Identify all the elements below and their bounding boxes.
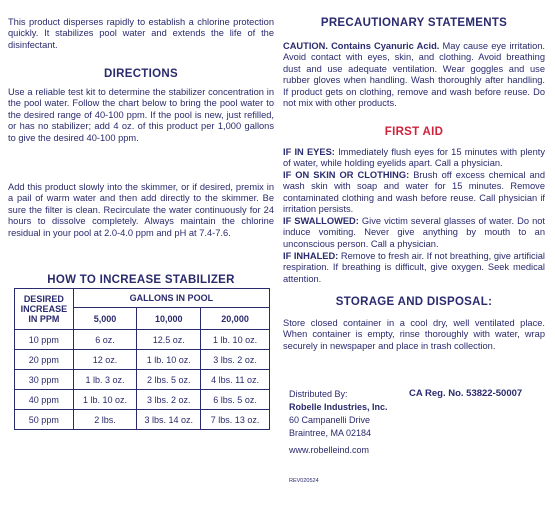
street-address: 60 Campanelli Drive [289, 415, 371, 425]
amount-cell: 12.5 oz. [137, 330, 201, 350]
size-header-10000: 10,000 [137, 308, 201, 330]
caution-label: CAUTION. Contains Cyanuric Acid. [283, 41, 440, 51]
amount-cell: 3 lbs. 2 oz. [137, 390, 201, 410]
table-row [15, 330, 270, 350]
amount-cell: 6 lbs. 5 oz. [201, 390, 270, 410]
table-row [15, 350, 270, 370]
table-row [15, 390, 270, 410]
ppm-cell: 20 ppm [15, 350, 74, 370]
table-row [15, 410, 270, 430]
directions-paragraph-2: Add this product slowly into the skimmer, or if desired, premix in a pail of warm water and then add directly to the skimmer. Be sure the filter is clean. Recirculate the water continuously for 24 hours to dissolve completely. Always maintain the chlorine residual in your pool at 2.0-4.0 ppm and pH at 7.4-7.6. [8, 182, 274, 238]
precautionary-heading: PRECAUTIONARY STATEMENTS [320, 17, 508, 29]
skin-label: IF ON SKIN OR CLOTHING: [283, 170, 410, 180]
website-link: www.robelleind.com [289, 445, 370, 455]
eyes-label: IF IN EYES: [283, 147, 335, 157]
company-name: Robelle Industries, Inc. [289, 402, 388, 412]
size-header-20000: 20,000 [201, 308, 270, 330]
desired-increase-header: DESIRED INCREASE IN PPM [15, 289, 74, 330]
caution-paragraph [283, 41, 545, 109]
registration-number: CA Reg. No. 53822-50007 [409, 388, 523, 399]
first-aid-heading: FIRST AID [384, 126, 444, 138]
first-aid-eyes [283, 147, 545, 170]
storage-paragraph: Store closed container in a cool dry, well ventilated place. When container is empty, rinse thoroughly with water, wrap securely in newspaper and place in trash collection. [283, 318, 545, 351]
amount-cell: 2 lbs. [73, 410, 137, 430]
ppm-cell: 30 ppm [15, 370, 74, 390]
intro-paragraph: This product disperses rapidly to establish a chlorine protection quickly. It stabilizes pool water and extends the life of the disinfectant. [8, 17, 274, 50]
amount-cell: 3 lbs. 14 oz. [137, 410, 201, 430]
gallons-header: GALLONS IN POOL [73, 289, 269, 308]
table-row [15, 370, 270, 390]
swallowed-label: IF SWALLOWED: [283, 216, 359, 226]
inhaled-text: Remove to fresh air. If not breathing, give artificial respiration. If breathing is difficult, give oxygen. Seek medical attention. [283, 251, 545, 284]
column-divider [277, 0, 278, 513]
size-header-5000: 5,000 [73, 308, 137, 330]
amount-cell: 3 lbs. 2 oz. [201, 350, 270, 370]
amount-cell: 4 lbs. 11 oz. [201, 370, 270, 390]
first-aid-skin [283, 170, 545, 216]
inhaled-label: IF INHALED: [283, 251, 339, 261]
distributed-by-label: Distributed By: [289, 389, 348, 399]
amount-cell: 1 lb. 10 oz. [137, 350, 201, 370]
ppm-cell: 40 ppm [15, 390, 74, 410]
directions-heading: DIRECTIONS [104, 68, 178, 80]
swallowed-text: Give victim several glasses of water. Do not induce vomiting. Never give anything by mouth to an unconscious person. Call a physician. [283, 216, 545, 249]
revision-code: REV020524 [289, 478, 319, 484]
amount-cell: 1 lb. 3 oz. [73, 370, 137, 390]
ppm-cell: 10 ppm [15, 330, 74, 350]
first-aid-inhaled [283, 251, 545, 285]
stabilizer-heading: HOW TO INCREASE STABILIZER [47, 274, 235, 286]
amount-cell: 1 lb. 10 oz. [73, 390, 137, 410]
amount-cell: 2 lbs. 5 oz. [137, 370, 201, 390]
amount-cell: 12 oz. [73, 350, 137, 370]
distributor-block [289, 388, 388, 440]
storage-heading: STORAGE AND DISPOSAL: [335, 296, 493, 308]
skin-text: Brush off excess chemical and wash skin with soap and water for 15 minutes. Remove contaminated clothing and wash before reuse. Call physician if irritation persists. [283, 170, 545, 215]
directions-paragraph-1: Use a reliable test kit to determine the stabilizer concentration in the pool water. Follow the chart below to bring the pool water to the desired range of 40-100 ppm. If the pool is new, just refilled, or has no stabilizer; add 4 oz. of this product per 1,000 gallons to give the desired 40-100 ppm. [8, 87, 274, 143]
ppm-cell: 50 ppm [15, 410, 74, 430]
eyes-text: Immediately flush eyes for 15 minutes with plenty of water, while holding eyelids apart. Call a physician. [283, 147, 546, 169]
first-aid-swallowed [283, 216, 545, 250]
amount-cell: 1 lb. 10 oz. [201, 330, 270, 350]
caution-text: May cause eye irritation. Avoid contact with eyes, skin, and clothing. Avoid breathing dust and use adequate ventilation. Wear goggles and use rubber gloves when handling. Wash thoroughly after handling. If product gets on clothing, remove and wash before reuse. Do not mix with other products. [283, 41, 546, 109]
amount-cell: 7 lbs. 13 oz. [201, 410, 270, 430]
amount-cell: 6 oz. [73, 330, 137, 350]
stabilizer-table [14, 288, 270, 430]
city-address: Braintree, MA 02184 [289, 428, 372, 438]
